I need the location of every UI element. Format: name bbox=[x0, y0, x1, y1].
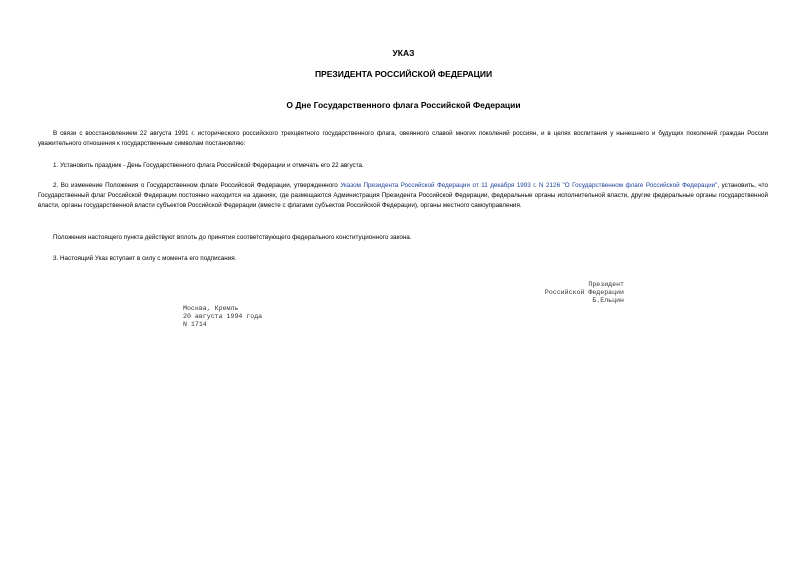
signing-place: Москва, Кремль bbox=[183, 305, 239, 312]
item-1-paragraph: 1. Установить праздник - День Государственного флага Российской Федерации и отмечать его 22 августа. bbox=[53, 162, 364, 169]
place-date-block bbox=[183, 305, 262, 330]
signing-date: 20 августа 1994 года bbox=[183, 313, 263, 321]
item-3-paragraph: 3. Настоящий Указ вступает в силу с момента его подписания. bbox=[53, 255, 237, 262]
preamble-paragraph: В связи с восстановлением 22 августа 1991 г. исторического российского трехцветного государственного флага, овеянного славой многих поколений россиян, и в целях воспитания у нынешнего и будущих поколений граждан России уважительного отношения к государственным символам постановляю: bbox=[38, 130, 768, 147]
decree-number: N 1714 bbox=[183, 321, 207, 329]
signature-block bbox=[545, 281, 624, 306]
signature-title: Президент bbox=[588, 281, 624, 288]
item-2-note-paragraph: Положения настоящего пункта действуют вплоть до принятия соответствующего федерального конституционного закона. bbox=[53, 234, 412, 241]
decree-issuer: ПРЕЗИДЕНТА РОССИЙСКОЙ ФЕДЕРАЦИИ bbox=[314, 69, 493, 79]
item-2-paragraph bbox=[38, 181, 768, 211]
decree-title: УКАЗ bbox=[392, 48, 415, 58]
signature-name: Б.Ельцин bbox=[592, 297, 624, 305]
signature-office: Российской Федерации bbox=[544, 289, 624, 297]
item-2-text-end: , установить, что Государственный флаг Российской Федерации постоянно находится на зданиях, где размещаются Администрация Президента Российской Федерации, федеральные органы исполнительной власти, другие федеральные органы государственной власти, органы государственной власти субъектов Российской Федерации (вместе с флагами субъектов Российской Федерации), органы местного самоуправления. bbox=[38, 182, 768, 209]
item-2-text-start: 2. Во изменение Положения о Государственном флаге Российской Федерации, утвержденного bbox=[53, 182, 338, 189]
decree-subject: О Дне Государственного флага Российской Федерации bbox=[286, 100, 521, 110]
decree-2126-link[interactable]: Указом Президента Российской Федерации от 11 декабря 1993 г. N 2126 "О Государственном флаге Российской Федерации" bbox=[340, 182, 718, 189]
